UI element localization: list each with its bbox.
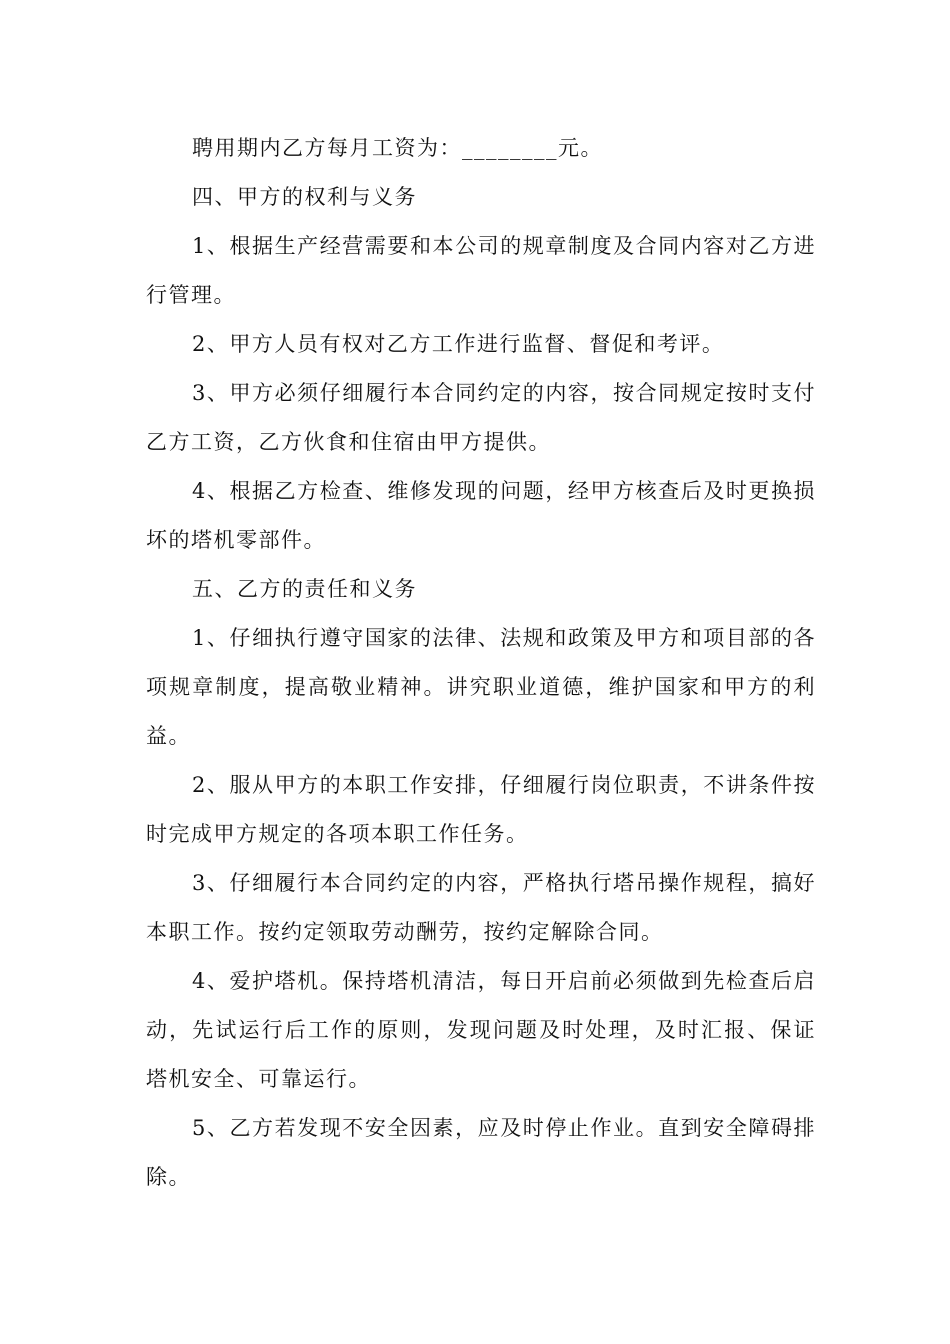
monthly-salary-paragraph: 聘用期内乙方每月工资为：________元。 bbox=[192, 136, 603, 160]
party-b-clause-1: 1、仔细执行遵守国家的法律、法规和政策及甲方和项目部的各项规章制度，提高敬业精神。讲究职业道德，维护国家和甲方的利益。 bbox=[146, 626, 816, 748]
party-b-clause-4: 4、爱护塔机。保持塔机清洁，每日开启前必须做到先检查后启动，先试运行后工作的原则，发现问题及时处理，及时汇报、保证塔机安全、可靠运行。 bbox=[146, 969, 816, 1091]
party-a-clause-1: 1、根据生产经营需要和本公司的规章制度及合同内容对乙方进行管理。 bbox=[146, 234, 816, 307]
section-heading-party-b-duties: 五、乙方的责任和义务 bbox=[192, 577, 417, 601]
party-a-clause-4: 4、根据乙方检查、维修发现的问题，经甲方核查后及时更换损坏的塔机零部件。 bbox=[146, 479, 816, 552]
party-b-clause-2: 2、服从甲方的本职工作安排，仔细履行岗位职责，不讲条件按时完成甲方规定的各项本职工作任务。 bbox=[146, 773, 816, 846]
party-a-clause-2: 2、甲方人员有权对乙方工作进行监督、督促和考评。 bbox=[192, 332, 725, 356]
party-a-clause-3: 3、甲方必须仔细履行本合同约定的内容，按合同规定按时支付乙方工资，乙方伙食和住宿由甲方提供。 bbox=[146, 381, 816, 454]
party-b-clause-3: 3、仔细履行本合同约定的内容，严格执行塔吊操作规程，搞好本职工作。按约定领取劳动酬劳，按约定解除合同。 bbox=[146, 871, 816, 944]
document-body bbox=[146, 124, 816, 1202]
party-b-clause-5: 5、乙方若发现不安全因素，应及时停止作业。直到安全障碍排除。 bbox=[146, 1116, 816, 1189]
section-heading-party-a-rights: 四、甲方的权利与义务 bbox=[192, 185, 417, 209]
